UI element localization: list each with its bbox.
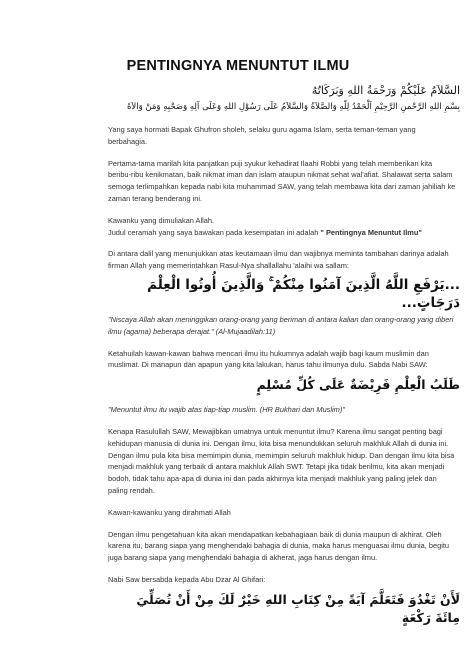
paragraph-title-intro (108, 227, 456, 239)
paragraph-abudzar: Nabi Saw bersabda kepada Abu Dzar Al Ghifari: (108, 574, 266, 584)
hadith-translation: "Menuntut ilmu itu wajib atas tiap-tiap muslim. (HR Bukhari dan Muslim)" (108, 405, 345, 415)
paragraph-beloved: Kawanku yang dimuliakan Allah. (108, 215, 214, 225)
paragraph-proof: Di antara dalil yang menunjukkan atas keutamaan ilmu dan wajibnya meminta tambahan darinya adalah firman Allah yang memerintahkan Rasul-Nya shallallahu 'alaihi wa sallam: (108, 249, 449, 271)
paragraph-gratitude: Pertama-tama marilah kita panjatkan puji syukur kehadirat Ilaahi Robbi yang telah memberikan kita beribu-ribu kenikmatan, baik nikmat iman dan islam ataupun nikmat sehat wal'afiat. Shalawat serta salam semoga terlimpahkan kepada nabi kita muhammad SAW, yang telah membawa kita dari zaman jahiliah ke zaman terang benderang ini. (108, 158, 456, 203)
page-title: PENTINGNYA MENUNTUT ILMU (126, 58, 350, 74)
paragraph-obligation: Ketahuilah kawan-kawan bahwa mencari ilmu itu hukumnya adalah wajib bagi kaum muslimin dan muslimat. Di manapun dan apapun yang kita lakukan, harus tahu ilmunya dulu. Sabda Nabi SAW: (108, 348, 429, 370)
arabic-hadith-abudzar: لَأَنْ تَغْدُوَ فَتَعَلَّمَ آيَةً مِنْ كِتَابِ اللهِ خَيْرٌ لَكَ مِنْ أَنْ تُصَلِّيَ مِائَةَ رَكْعَةٍ (136, 591, 460, 625)
arabic-hadith: طَلَبُ الْعِلْمِ فَرِيْضَةٌ عَلَى كُلِّ مُسْلِمٍ (256, 377, 460, 393)
arabic-ayah: ...يَرْفَعِ اللَّهُ الَّذِينَ آمَنُوا مِنْكُمْ ۚ وَالَّذِينَ أُوتُوا الْعِلْمَ دَرَجَاتٍ... (147, 276, 460, 311)
paragraph-greeting: Yang saya hormati Bapak Ghufron sholeh, selaku guru agama Islam, serta teman-teman yang berbahagia. (108, 125, 416, 146)
paragraph-happiness: Dengan ilmu pengetahuan kita akan mendapatkan kebahagiaan baik di dunia maupun di akhirat. Oleh karena itu, barang siapa yang menghendaki bahagia di dunia, maka harus menguasai ilmu dunia, begitu juga barang siapa yang menghendaki bahagia di akherat, jaga harus dengan ilmu. (108, 529, 450, 563)
sermon-title: " Pentingnya Menuntut Ilmu" (320, 227, 422, 237)
ayah-translation: "Niscaya Allah akan meninggikan orang-orang yang beriman di antara kalian dan orang-orang yang diberi ilmu (agama) beberapa derajat." (Al-Mujaadilah:11) (108, 314, 454, 336)
arabic-opening: بِسْمِ اللهِ الرَّحْمنِ الرَّحِيْمِ اَلْحَمْدُ لِلّهِ وَالصَّلاَةُ وَالسَّلاَمُ عَلَى رَسُوْلِ اللهِ وَعَلَى آلِهِ وَصَحْبِهِ وَمَنْ وَالاَهُ (126, 102, 460, 112)
paragraph-loved: Kawan-kawanku yang dirahmati Allah (108, 507, 231, 517)
arabic-salam: السَّلاَمُ عَلَيْكُمْ وَرَحْمَةُ اللهِ وَبَرَكَاتُهُ (311, 84, 460, 97)
title-intro-text: Judul ceramah yang saya bawakan pada kesempatan ini adalah (108, 227, 321, 237)
paragraph-why: Kenapa Rasulullah SAW, Mewajibkan umatnya untuk menuntut ilmu? Karena ilmu sangat penting bagi kehidupan manusia di dunia ini. Dengan ilmu, kita bisa menundukkan seluruh makhluk Allah di dunia ini. Dengan ilmu pula kita bisa memimpin dunia, memimpin seluruh makhluk hidup. Dan dengan ilmu kita bisa menjadi makhluk yang terbaik di antara makhluk Allah SWT. Tetapi jika tidak berilmu, kita akan menjadi bodoh, tidak tahu apa-apa di dunia ini dan pada akhirnya kita menjadi makhluk yang paling jelek dan paling rendah. (108, 426, 455, 495)
